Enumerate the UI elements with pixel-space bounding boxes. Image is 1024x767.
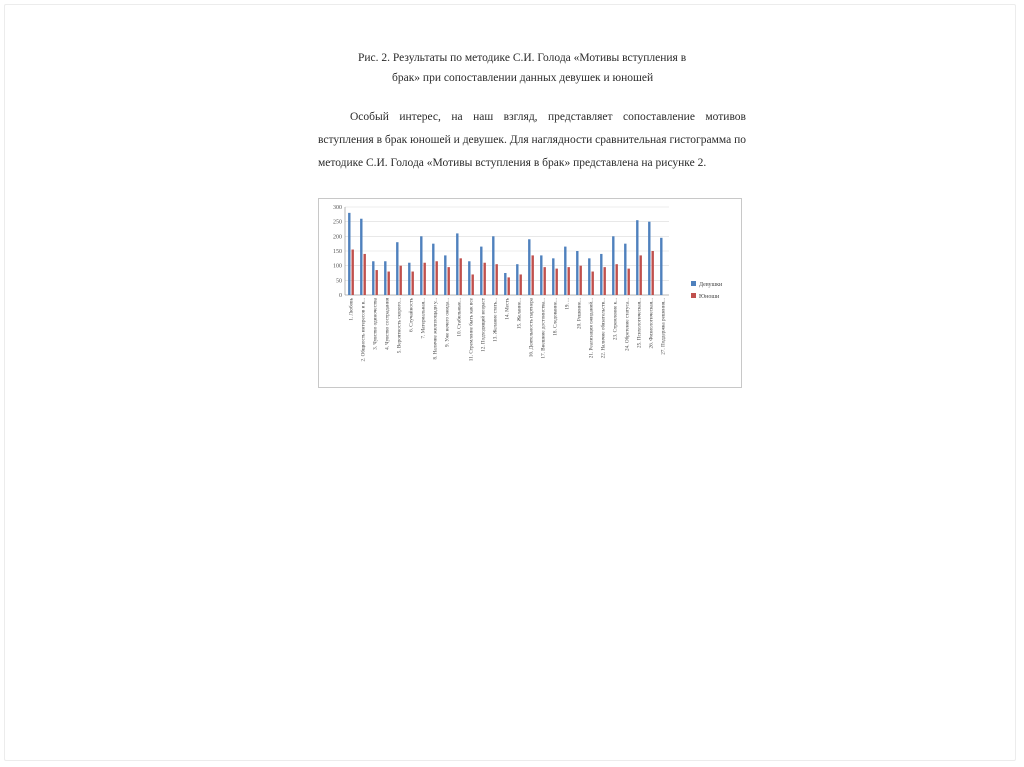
bar-girls	[456, 233, 458, 295]
figure-caption-line-1: Рис. 2. Результаты по методике С.И. Голода «Мотивы вступления в	[358, 52, 687, 64]
bar-girls	[396, 242, 398, 295]
x-tick-label: 1. Любовь	[348, 298, 355, 321]
bar-boys	[604, 267, 606, 295]
bar-girls	[516, 264, 518, 295]
bar-boys	[628, 269, 630, 295]
bar-boys	[520, 274, 522, 295]
x-tick-label: 14. Месть	[504, 298, 511, 320]
x-tick-label: 19. ...	[564, 298, 571, 310]
bar-girls	[576, 251, 578, 295]
y-tick-label: 0	[339, 293, 342, 299]
bar-girls	[660, 238, 662, 295]
x-tick-label: 3. Чувство одиночества	[372, 298, 379, 350]
bar-boys	[400, 266, 402, 295]
legend-swatch-boys	[691, 293, 696, 298]
bar-boys	[532, 255, 534, 295]
bar-boys	[568, 267, 570, 295]
legend-swatch-girls	[691, 281, 696, 286]
bar-girls	[588, 258, 590, 295]
bar-boys	[496, 264, 498, 295]
bar-girls	[360, 219, 362, 295]
chart-canvas	[319, 199, 743, 389]
bar-girls	[372, 261, 374, 295]
y-tick-label: 300	[333, 205, 342, 211]
bar-girls	[552, 258, 554, 295]
x-tick-label: 6. Случайность	[408, 298, 415, 332]
x-tick-label: 12. Подходящий возраст	[480, 298, 487, 352]
bar-boys	[436, 261, 438, 295]
bar-boys	[472, 274, 474, 295]
bar-boys	[556, 269, 558, 295]
bar-girls	[564, 247, 566, 295]
bar-boys	[376, 270, 378, 295]
body-paragraph-text: Особый интерес, на наш взгляд, представляет сопоставление мотивов вступления в брак юношей и девушек. Для наглядности сравнительная гистограмма по методике С.И. Голода «Мотивы вступления в брак» представлена на рисунке 2.	[318, 111, 746, 169]
x-tick-label: 23. Стремление к...	[612, 298, 619, 341]
bar-girls	[420, 236, 422, 295]
bar-girls	[492, 236, 494, 295]
bar-boys	[580, 266, 582, 295]
y-tick-label: 100	[333, 263, 342, 270]
bar-boys	[652, 251, 654, 295]
x-tick-label: 22. Наличие обязательств...	[600, 298, 607, 359]
bar-girls	[624, 244, 626, 295]
x-tick-label: 13. Желание стать...	[492, 298, 499, 342]
x-tick-label: 2. Общность интересов и в...	[360, 298, 367, 362]
bar-boys	[388, 272, 390, 295]
bar-girls	[600, 254, 602, 295]
bar-boys	[640, 255, 642, 295]
bar-girls	[528, 239, 530, 295]
bar-boys	[448, 267, 450, 295]
x-tick-label: 27. Поддержка решения...	[660, 298, 667, 355]
y-tick-label: 150	[333, 249, 342, 255]
x-tick-label: 10. Стабильные...	[456, 298, 463, 337]
x-tick-label: 26. Физиологическая...	[648, 298, 655, 349]
bar-boys	[484, 263, 486, 295]
y-tick-label: 200	[333, 234, 342, 241]
legend-label-boys: Юноши	[699, 294, 720, 300]
bar-boys	[592, 272, 594, 295]
x-tick-label: 17. Внешние достоинства...	[540, 298, 547, 359]
bar-boys	[424, 263, 426, 295]
bar-girls	[648, 222, 650, 295]
y-tick-label: 250	[333, 219, 342, 226]
x-tick-label: 25. Психологическая...	[636, 298, 643, 348]
bar-girls	[468, 261, 470, 295]
bar-girls	[612, 236, 614, 295]
bar-girls	[480, 247, 482, 295]
legend-label-girls: Девушки	[699, 282, 723, 288]
y-tick-label: 50	[336, 278, 342, 285]
x-tick-label: 15. Желание...	[516, 298, 523, 330]
x-tick-label: 16. Деятельность партнера	[528, 298, 535, 358]
bar-girls	[432, 244, 434, 295]
bar-girls	[504, 273, 506, 295]
bar-boys	[616, 264, 618, 295]
figure-caption-line-2: брак» при сопоставлении данных девушек и юношей	[392, 72, 654, 84]
bar-boys	[352, 250, 354, 295]
bar-girls	[408, 263, 410, 295]
body-paragraph	[318, 106, 746, 175]
bar-boys	[412, 272, 414, 295]
x-tick-label: 18. Следование...	[552, 298, 559, 336]
bar-girls	[444, 255, 446, 295]
bar-boys	[508, 277, 510, 295]
bar-boys	[460, 258, 462, 295]
x-tick-label: 9. Уже нечего ожида...	[444, 298, 451, 347]
bar-girls	[384, 261, 386, 295]
bar-girls	[540, 255, 542, 295]
x-tick-label: 5. Вероятность скорого...	[396, 298, 403, 354]
x-tick-label: 4. Чувство сострадания	[384, 298, 391, 350]
bar-chart	[318, 198, 742, 388]
x-tick-label: 7. Материальная...	[420, 298, 427, 339]
bar-boys	[364, 254, 366, 295]
bar-boys	[544, 267, 546, 295]
x-tick-label: 24. Обретение статуса...	[624, 298, 631, 351]
x-tick-label: 8. Наличие жилплощади у...	[432, 298, 439, 360]
x-tick-label: 11. Стремление быть как все	[468, 298, 475, 362]
x-tick-label: 21. Реализация ожиданий...	[588, 298, 595, 359]
bar-girls	[636, 220, 638, 295]
x-tick-label: 20. Решение...	[576, 298, 583, 329]
bar-girls	[348, 213, 350, 295]
